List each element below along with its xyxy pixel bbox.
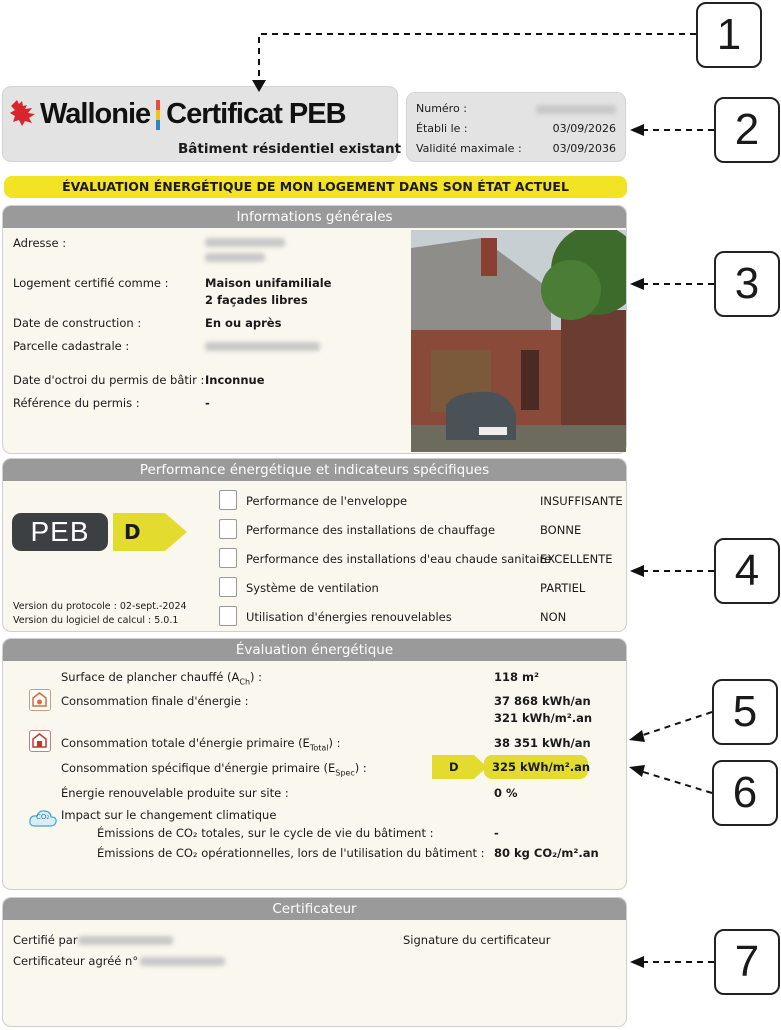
- renouvelable-value: 0 %: [494, 786, 518, 800]
- reference-label: Référence du permis :: [13, 396, 140, 410]
- software-version: Version du logiciel de calcul : 5.0.1: [13, 615, 179, 626]
- emissions-totales-value: -: [494, 826, 499, 840]
- parcelle-label: Parcelle cadastrale :: [13, 339, 130, 353]
- general-info-title: Informations générales: [3, 206, 626, 228]
- callout-7: 7: [714, 929, 780, 995]
- indicator-value: BONNE: [540, 523, 582, 537]
- callout-5: 5: [712, 679, 778, 745]
- specifique-value: 325 kWh/m².an: [492, 760, 591, 774]
- finale-value-1: 37 868 kWh/an: [494, 694, 591, 708]
- indicator-label: Performance des installations de chauffage: [246, 523, 496, 537]
- indicator-value: INSUFFISANTE: [540, 494, 623, 508]
- agree-label: Certificateur agréé n°: [13, 954, 139, 968]
- specifique-label: Consommation spécifique d'énergie primaire $(E_{Spec})$ :: [61, 761, 367, 778]
- construction-label: Date de construction :: [13, 316, 142, 330]
- adresse-label: Adresse :: [13, 236, 67, 250]
- totale-label: Consommation totale d'énergie primaire $(E_{Total})$ :: [61, 736, 341, 753]
- indicator-value: EXCELLENTE: [540, 552, 613, 566]
- indicator-value: PARTIEL: [540, 581, 586, 595]
- logement-value-1: Maison unifamiliale: [205, 276, 332, 290]
- callout-6: 6: [712, 760, 778, 826]
- callout-2: 2: [714, 97, 780, 163]
- permis-label: Date d'octroi du permis de bâtir :: [13, 373, 205, 387]
- validite-label: Validité maximale :: [416, 142, 522, 155]
- etabli-value: 03/09/2026: [552, 122, 616, 135]
- indicator-label: Système de ventilation: [246, 581, 379, 595]
- emissions-totales-label: Émissions de CO₂ totales, sur le cycle de vie du bâtiment :: [97, 826, 434, 840]
- specifique-class: D: [449, 760, 459, 774]
- indicator-label: Utilisation d'énergies renouvelables: [246, 610, 452, 624]
- totale-value: 38 351 kWh/an: [494, 736, 591, 750]
- peb-class-label: D: [124, 520, 141, 544]
- reference-value: -: [205, 396, 210, 410]
- indicator-label: Performance de l'enveloppe: [246, 494, 408, 508]
- indicator-label: Performance des installations d'eau chaude sanitaire: [246, 552, 552, 566]
- etabli-label: Établi le :: [416, 122, 468, 135]
- logement-value-2: 2 façades libres: [205, 293, 308, 307]
- climat-label: Impact sur le changement climatique: [61, 808, 277, 822]
- surface-label: Surface de plancher chauffé $(A_{Ch})$ :: [61, 670, 263, 687]
- evaluation-title: Évaluation énergétique: [3, 639, 626, 661]
- emissions-oper-value: 80 kg CO₂/m².an: [494, 846, 599, 860]
- construction-value: En ou après: [205, 316, 282, 330]
- permis-value: Inconnue: [205, 373, 265, 387]
- validite-value: 03/09/2036: [552, 142, 616, 155]
- building-type: Bâtiment résidentiel existant: [178, 141, 402, 157]
- brand-name: Wallonie: [40, 98, 151, 130]
- evaluation-banner: ÉVALUATION ÉNERGÉTIQUE DE MON LOGEMENT DANS SON ÉTAT ACTUEL: [4, 176, 627, 198]
- renouvelable-label: Énergie renouvelable produite sur site :: [61, 786, 289, 800]
- surface-value: 118 m²: [494, 670, 540, 684]
- callout-4: 4: [714, 538, 780, 604]
- numero-label: Numéro :: [416, 102, 467, 115]
- performance-title: Performance énergétique et indicateurs spécifiques: [3, 459, 626, 481]
- certificateur-title: Certificateur: [3, 898, 626, 920]
- callout-1: 1: [696, 2, 762, 68]
- certifie-label: Certifié par: [13, 933, 78, 947]
- callout-3: 3: [714, 251, 780, 317]
- logement-label: Logement certifié comme :: [13, 276, 169, 290]
- finale-label: Consommation finale d'énergie :: [61, 694, 249, 708]
- co2-icon-text: CO₂: [36, 813, 50, 821]
- signature-label: Signature du certificateur: [403, 933, 551, 947]
- finale-value-2: 321 kWh/m².an: [494, 711, 593, 725]
- indicator-value: NON: [540, 610, 567, 624]
- emissions-oper-label: Émissions de CO₂ opérationnelles, lors de l'utilisation du bâtiment :: [97, 846, 485, 860]
- protocol-version: Version du protocole : 02-sept.-2024: [13, 601, 187, 612]
- product-name: Certificat PEB: [166, 98, 346, 130]
- peb-logo: PEB: [12, 513, 108, 551]
